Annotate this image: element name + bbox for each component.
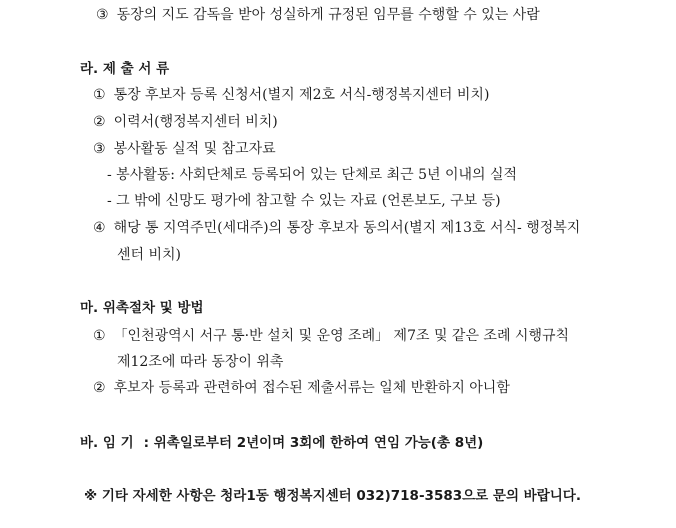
item-number: ③ — [96, 7, 109, 23]
procedure-item-1 — [93, 329, 569, 343]
section-heading-documents: 라. 제 출 서 류 — [80, 61, 170, 77]
item-number: ② — [93, 114, 106, 130]
item-number: ④ — [93, 220, 106, 236]
item-text: 동장의 지도 감독을 받아 성실하게 규정된 임무를 수행할 수 있는 사람 — [116, 7, 540, 23]
section-heading-term: 바. 임 기 — [80, 435, 134, 451]
term-line — [80, 436, 483, 451]
item-text: 해당 통 지역주민(세대주)의 통장 후보자 동의서(별지 제13호 서식- 행정복지 — [113, 220, 581, 236]
item-text: 후보자 등록과 관련하여 접수된 제출서류는 일체 반환하지 아니함 — [113, 380, 510, 396]
documents-item-1 — [93, 88, 489, 102]
qualification-item-3 — [96, 8, 540, 22]
procedure-item-1-continued: 제12조에 따라 동장이 위촉 — [117, 354, 284, 370]
item-text: 「인천광역시 서구 통·반 설치 및 운영 조례」 제7조 및 같은 조례 시행규칙 — [113, 328, 570, 344]
documents-sub-2: - 그 밖에 신망도 평가에 참고할 수 있는 자료 (언론보도, 구보 등) — [107, 193, 501, 209]
term-text: : 위촉일로부터 2년이며 3회에 한하여 연임 가능(총 8년) — [143, 435, 484, 451]
documents-item-4 — [93, 221, 580, 235]
documents-item-2 — [93, 115, 278, 129]
section-heading-procedure: 마. 위촉절차 및 방법 — [80, 300, 204, 316]
item-text: 이력서(행정복지센터 비치) — [113, 114, 278, 130]
contact-note: ※ 기타 자세한 사항은 청라1동 행정복지센터 032)718-3583으로 문의 바랍니다. — [84, 488, 581, 504]
documents-sub-1: - 봉사활동: 사회단체로 등록되어 있는 단체로 최근 5년 이내의 실적 — [107, 167, 518, 183]
procedure-item-2 — [93, 381, 510, 395]
item-number: ③ — [93, 141, 106, 157]
item-text: 통장 후보자 등록 신청서(별지 제2호 서식-행정복지센터 비치) — [113, 87, 490, 103]
item-number: ① — [93, 87, 106, 103]
item-text: 봉사활동 실적 및 참고자료 — [113, 141, 276, 157]
documents-item-3 — [93, 142, 276, 156]
item-number: ① — [93, 328, 106, 344]
documents-item-4-continued: 센터 비치) — [117, 247, 182, 263]
item-number: ② — [93, 380, 106, 396]
